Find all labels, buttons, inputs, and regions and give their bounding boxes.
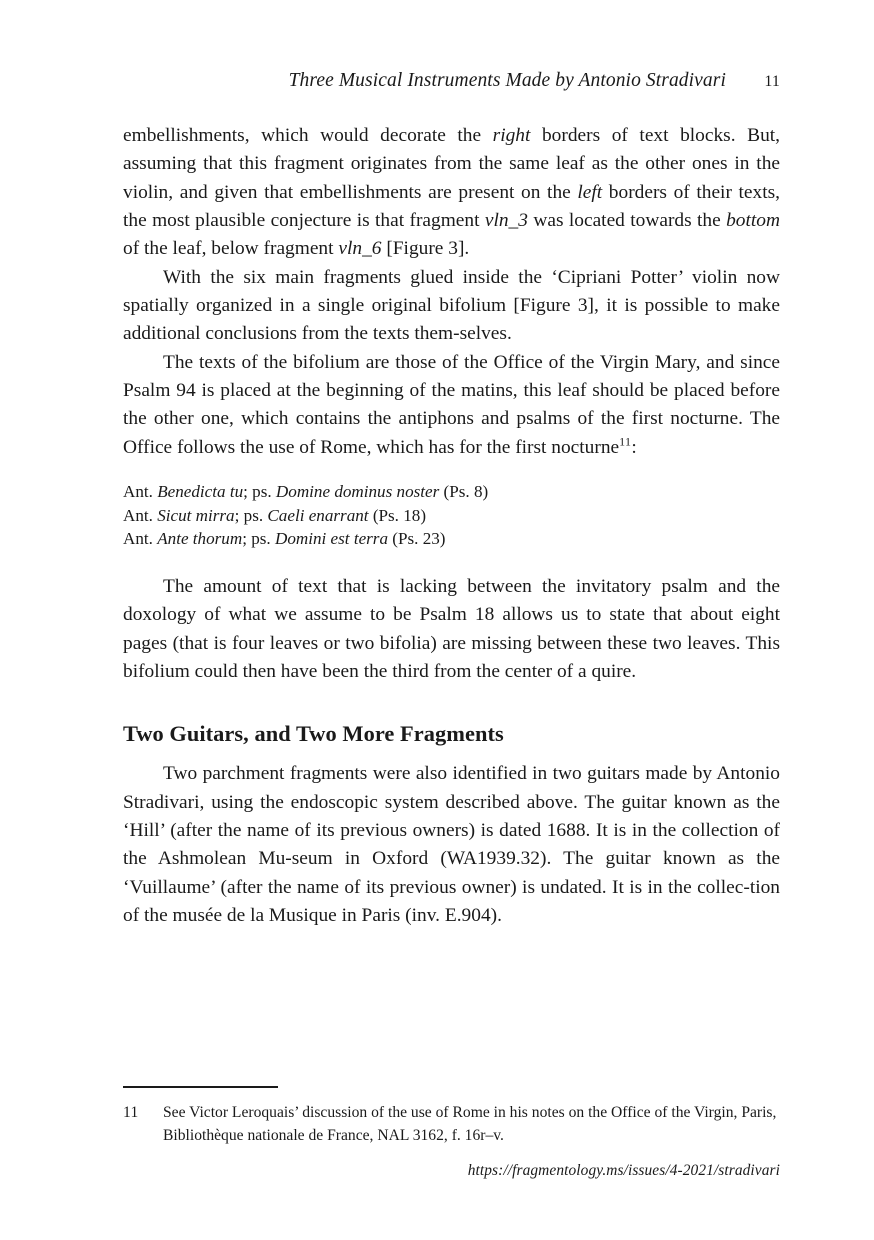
antiphon-line [123, 480, 780, 504]
psalm-label: ps. [251, 529, 271, 549]
par3-segment-1: The texts of the bifolium are those of the Office of the Virgin Mary, and since Psalm 94 is placed at the beginning of the matins, this leaf should be placed before the other one, which contains the antiphons and psalms of the first nocturne. The Office follows the use of Rome, which has for the first nocturne [123, 351, 780, 458]
paragraph-missing-pages: The amount of text that is lacking between the invitatory psalm and the doxology of what we assume to be Psalm 18 allows us to state that about eight pages (that is four leaves or two bifolia) are missing between these two leaves. This bifolium could then have been the third from the center of a quire. [123, 575, 780, 682]
antiphon-incipit: Sicut mirra [157, 505, 235, 525]
footnote-text: See Victor Leroquais’ discussion of the use of Rome in his notes on the Office of the Virgin, Paris, Bibliothèque nationale de France, NAL 3162, f. 16r–v. [163, 1104, 777, 1144]
psalm-label: ps. [252, 482, 272, 502]
spacer [123, 462, 780, 480]
paragraph-cipriani-potter: With the six main fragments glued inside the ‘Cipriani Potter’ violin now spatially organized in a single original bifolium [Figure 3], it is possible to make additional conclusions from the texts them-selves. [123, 266, 780, 345]
page-number: 11 [764, 73, 780, 90]
par1-segment-4: was located towards the [527, 210, 727, 232]
footnote-reference-11[interactable]: 11 [619, 434, 632, 449]
antiphon-label: Ant. [123, 529, 153, 549]
spacer [123, 551, 780, 573]
par1-emphasis-bottom: bottom [726, 210, 780, 232]
psalm-reference: (Ps. 8) [443, 482, 489, 502]
antiphon-separator: ; [242, 529, 252, 549]
par1-emphasis-vln6: vln_6 [338, 238, 382, 260]
antiphon-label: Ant. [123, 505, 153, 525]
footnote-area [123, 1086, 780, 1147]
running-head [123, 70, 780, 92]
footer-url[interactable]: https://fragmentology.ms/issues/4-2021/stradivari [467, 1162, 780, 1179]
psalm-incipit: Domini est terra [275, 529, 389, 549]
antiphon-separator: ; [234, 505, 244, 525]
par1-segment-2: borders of text blocks. But, assuming that this fragment originates from the same leaf as the other ones in the violin, and given that embellishments are present on the [123, 125, 780, 203]
par1-emphasis-right: right [492, 125, 531, 146]
section-heading-two-guitars: Two Guitars, and Two More Fragments [123, 721, 504, 747]
par1-segment-3: borders of their texts, the most plausible conjecture is that fragment [123, 181, 781, 232]
antiphon-separator: ; [243, 482, 253, 502]
footnote-separator-rule [123, 1086, 278, 1088]
par1-segment-5: of the leaf, below fragment [123, 238, 339, 260]
paragraph-embellishments [123, 122, 780, 264]
footnote-number: 11 [123, 1104, 139, 1122]
spacer [123, 748, 780, 760]
par1-segment-1: embellishments, which would decorate the [123, 125, 493, 146]
par1-emphasis-left: left [577, 181, 603, 203]
antiphon-line [123, 504, 780, 528]
text-column [123, 122, 780, 930]
psalm-reference: (Ps. 23) [392, 529, 446, 549]
psalm-incipit: Domine dominus noster [275, 482, 440, 502]
spacer [123, 686, 780, 720]
paragraph-two-guitars: Two parchment fragments were also identified in two guitars made by Antonio Stradivari, using the endoscopic system described above. The guitar known as the ‘Hill’ (after the name of its previous owners) is dated 1688. It is in the collection of the Ashmolean Mu-seum in Oxford (WA1939.32). The guitar known as the ‘Vuillaume’ (after the name of its previous owner) is undated. It is in the collec-tion of the musée de la Musique in Paris (inv. E.904). [123, 763, 780, 926]
paragraph-office-virgin [123, 349, 780, 462]
psalm-label: ps. [243, 505, 264, 525]
antiphon-incipit: Ante thorum [157, 529, 243, 549]
par1-segment-6: [Figure 3]. [381, 238, 470, 260]
running-head-title: Three Musical Instruments Made by Antonio Stradivari [288, 70, 726, 91]
par3-segment-2: : [631, 436, 637, 458]
antiphon-incipit: Benedicta tu [157, 482, 244, 502]
par1-emphasis-vln3: vln_3 [484, 210, 528, 232]
antiphon-quote-block [123, 480, 780, 551]
antiphon-line [123, 527, 780, 551]
footnote-entry [123, 1102, 780, 1147]
psalm-reference: (Ps. 18) [372, 505, 427, 525]
psalm-incipit: Caeli enarrant [267, 505, 369, 525]
antiphon-label: Ant. [123, 482, 153, 502]
